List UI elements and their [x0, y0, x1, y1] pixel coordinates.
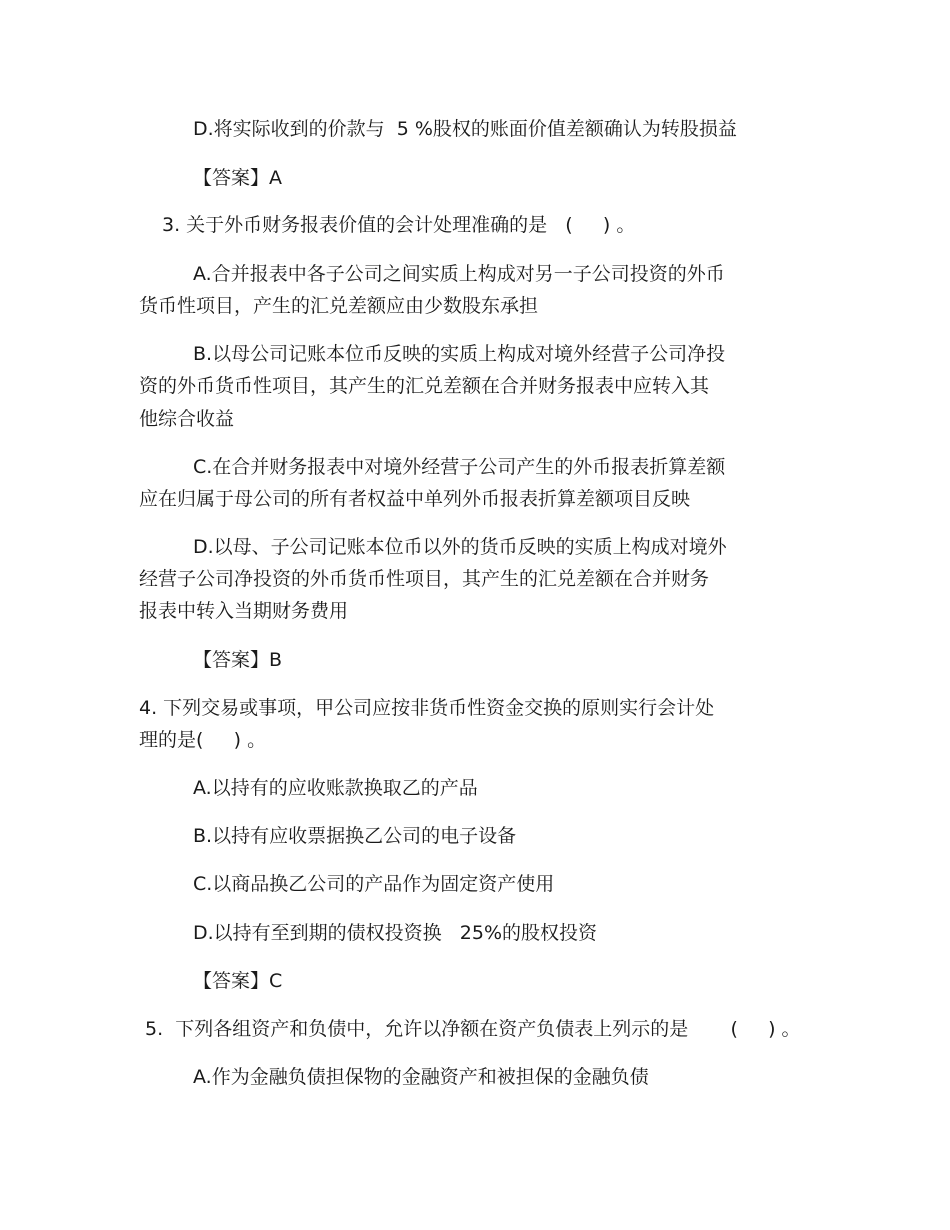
option-b-q4: B.以持有应收票据换乙公司的电子设备: [193, 825, 517, 847]
option-a-q3-line2: 货币性项目，产生的汇兑差额应由少数股东承担: [139, 295, 539, 317]
question-4-line2: 理的是( ) 。: [139, 729, 267, 751]
question-4-line1: 4. 下列交易或事项，甲公司应按非货币性资金交换的原则实行会计处: [139, 697, 715, 719]
option-c-q4: C.以商品换乙公司的产品作为固定资产使用: [193, 873, 555, 895]
answer-q3: 【答案】B: [193, 649, 283, 671]
question-5: 5. 下列各组资产和负债中，允许以净额在资产负债表上列示的是 ( ) 。: [145, 1018, 801, 1040]
option-d-q3-line3: 报表中转入当期财务费用: [139, 600, 349, 622]
option-d-q4: D.以持有至到期的债权投资换 25%的股权投资: [193, 922, 598, 944]
option-b-q3-line2: 资的外币货币性项目，其产生的汇兑差额在合并财务报表中应转入其: [139, 375, 710, 397]
answer-q4: 【答案】C: [193, 970, 283, 992]
option-d-q3-line1: D.以母、子公司记账本位币以外的货币反映的实质上构成对境外: [193, 536, 727, 558]
question-3: 3. 关于外币财务报表价值的会计处理准确的是 ( ) 。: [162, 214, 636, 236]
option-a-q4: A.以持有的应收账款换取乙的产品: [193, 777, 478, 799]
option-c-q3-line1: C.在合并财务报表中对境外经营子公司产生的外币报表折算差额: [193, 456, 726, 478]
option-d-q2: D.将实际收到的价款与 5 %股权的账面价值差额确认为转股损益: [193, 118, 737, 140]
answer-q2: 【答案】A: [193, 167, 282, 189]
option-d-q3-line2: 经营子公司净投资的外币货币性项目，其产生的汇兑差额在合并财务: [139, 568, 710, 590]
option-b-q3-line1: B.以母公司记账本位币反映的实质上构成对境外经营子公司净投: [193, 343, 726, 365]
option-b-q3-line3: 他综合收益: [139, 408, 235, 430]
option-a-q3-line1: A.合并报表中各子公司之间实质上构成对另一子公司投资的外币: [193, 263, 725, 285]
option-a-q5: A.作为金融负债担保物的金融资产和被担保的金融负债: [193, 1066, 649, 1088]
option-c-q3-line2: 应在归属于母公司的所有者权益中单列外币报表折算差额项目反映: [139, 488, 691, 510]
